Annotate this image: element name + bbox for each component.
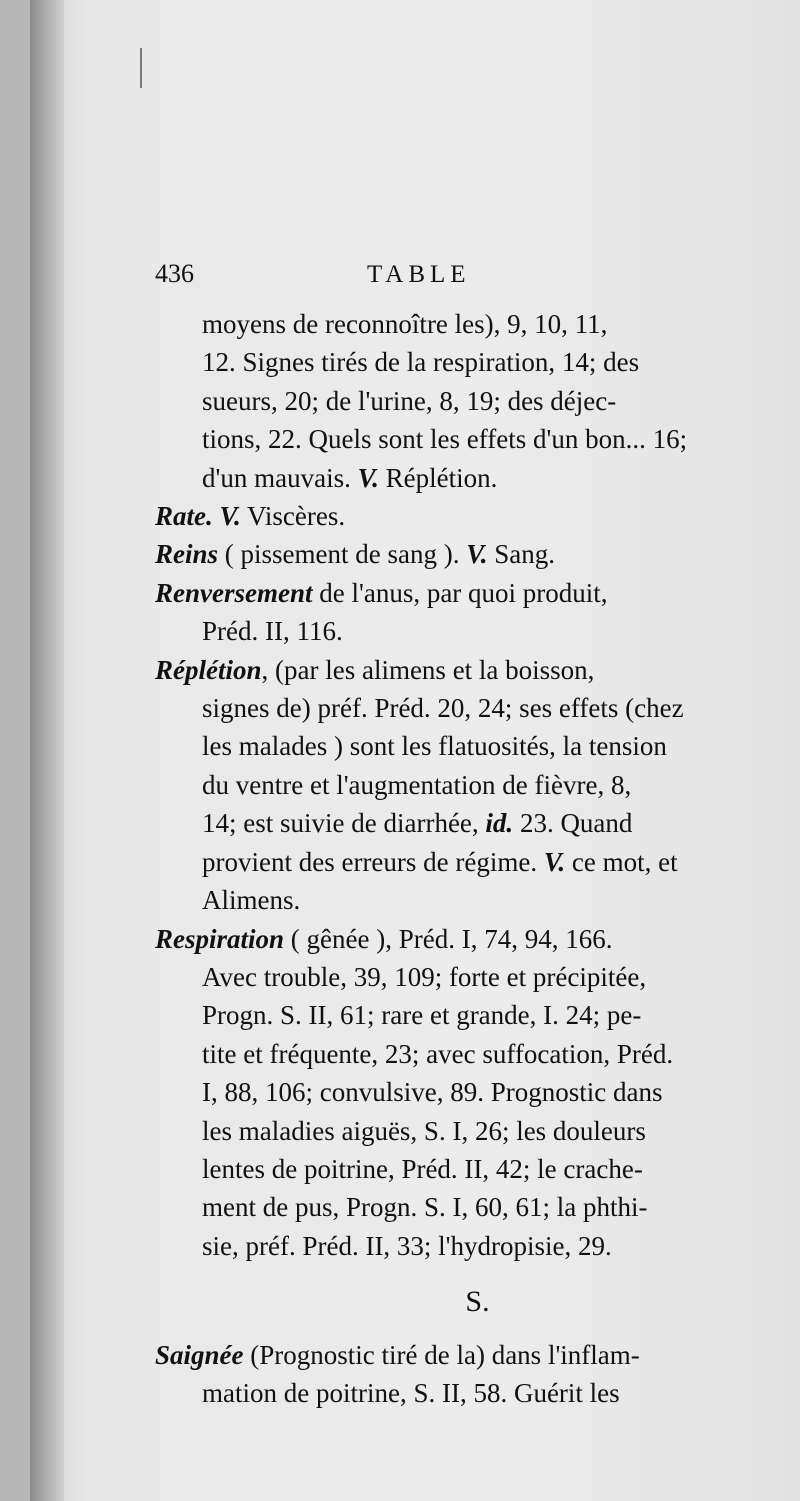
text-span: ce mot, et xyxy=(565,846,678,877)
text-line: Progn. S. II, 61; rare et grande, I. 24; pe- xyxy=(202,1000,642,1031)
index-text xyxy=(155,255,760,1412)
text-line: I, 88, 106; convulsive, 89. Prognostic dans xyxy=(202,1077,663,1108)
index-entry-renversement xyxy=(155,574,760,651)
text-line: les malades ) sont les flatuosités, la tension xyxy=(202,731,667,762)
page-number: 436 xyxy=(155,259,194,288)
entry-term: Saignée xyxy=(155,1339,244,1370)
entry-first-line xyxy=(155,574,760,612)
text-line: les maladies aiguës, S. I, 26; les douleurs xyxy=(202,1115,646,1146)
entry-text: Viscères. xyxy=(240,501,346,532)
text-line: Alimens. xyxy=(202,885,301,916)
page-gutter-shadow xyxy=(30,0,64,1501)
text-line: Préd. II, 116. xyxy=(202,616,343,647)
entry-text: , (par les alimens et la boisson, xyxy=(261,654,595,685)
entry-text: Sang. xyxy=(487,539,556,570)
entry-term: Renversement xyxy=(155,577,313,608)
text-line: Avec trouble, 39, 109; forte et précipitée, xyxy=(202,961,647,992)
text-span: 23. Quand xyxy=(513,808,633,839)
text-line xyxy=(155,804,760,842)
entry-term: Rate. xyxy=(155,501,213,532)
text-span: 14; est suivie de diarrhée, xyxy=(202,808,486,839)
text-line: sueurs, 20; de l'urine, 8, 19; des déjec- xyxy=(202,385,617,416)
cross-reference: V. xyxy=(357,462,379,493)
entry-first-line xyxy=(155,920,760,958)
id-abbreviation: id. xyxy=(485,808,514,839)
text-line: signes de) préf. Préd. 20, 24; ses effets (chez xyxy=(202,693,684,724)
index-entry-respiration xyxy=(155,920,760,1266)
entry-text: de l'anus, par quoi produit, xyxy=(312,577,608,608)
paper-mark xyxy=(140,48,154,88)
entry-text: (Prognostic tiré de la) dans l'inflam- xyxy=(243,1339,640,1370)
section-letter: S. xyxy=(465,1285,490,1319)
text-span: provient des erreurs de régime. xyxy=(202,846,544,877)
running-head: TABLE xyxy=(367,261,471,288)
text-line: mation de poitrine, S. II, 58. Guérit les xyxy=(202,1377,620,1408)
text-span: d'un mauvais. xyxy=(202,462,358,493)
index-entry-repletion xyxy=(155,651,760,920)
entry-first-line xyxy=(155,1336,760,1374)
cross-reference: V. xyxy=(466,539,488,570)
text-line: tions, 22. Quels sont les effets d'un bon... 16; xyxy=(202,424,688,455)
entry-text: ( pissement de sang ). xyxy=(218,539,467,570)
text-line: sie, préf. Préd. II, 33; l'hydropisie, 29. xyxy=(202,1230,612,1261)
page-header xyxy=(155,255,760,305)
index-entry-rate xyxy=(155,497,760,535)
text-line: 12. Signes tirés de la respiration, 14; des xyxy=(202,347,640,378)
cross-reference: V. xyxy=(543,846,566,877)
text-line xyxy=(155,843,760,881)
index-entry-reins xyxy=(155,535,760,573)
text-line: lentes de poitrine, Préd. II, 42; le crache- xyxy=(202,1153,643,1184)
text-line: tite et fréquente, 23; avec suffocation, Préd. xyxy=(202,1038,674,1069)
entry-term: Réplétion xyxy=(155,654,262,685)
entry-first-line xyxy=(155,651,760,689)
entry-term: Reins xyxy=(155,539,219,570)
index-entry-saignee xyxy=(155,1336,760,1413)
text-line: moyens de reconnoître les), 9, 10, 11, xyxy=(202,309,608,339)
text-line: du ventre et l'augmentation de fièvre, 8, xyxy=(202,769,632,800)
text-line: ment de pus, Progn. S. I, 60, 61; la phthi- xyxy=(202,1192,648,1223)
entry-text: ( gênée ), Préd. I, 74, 94, 166. xyxy=(284,923,613,954)
text-line xyxy=(202,459,760,497)
text-span: Réplétion. xyxy=(378,462,498,493)
cross-reference: V. xyxy=(219,501,241,532)
continued-entry xyxy=(155,305,760,497)
entry-term: Respiration xyxy=(155,923,285,954)
